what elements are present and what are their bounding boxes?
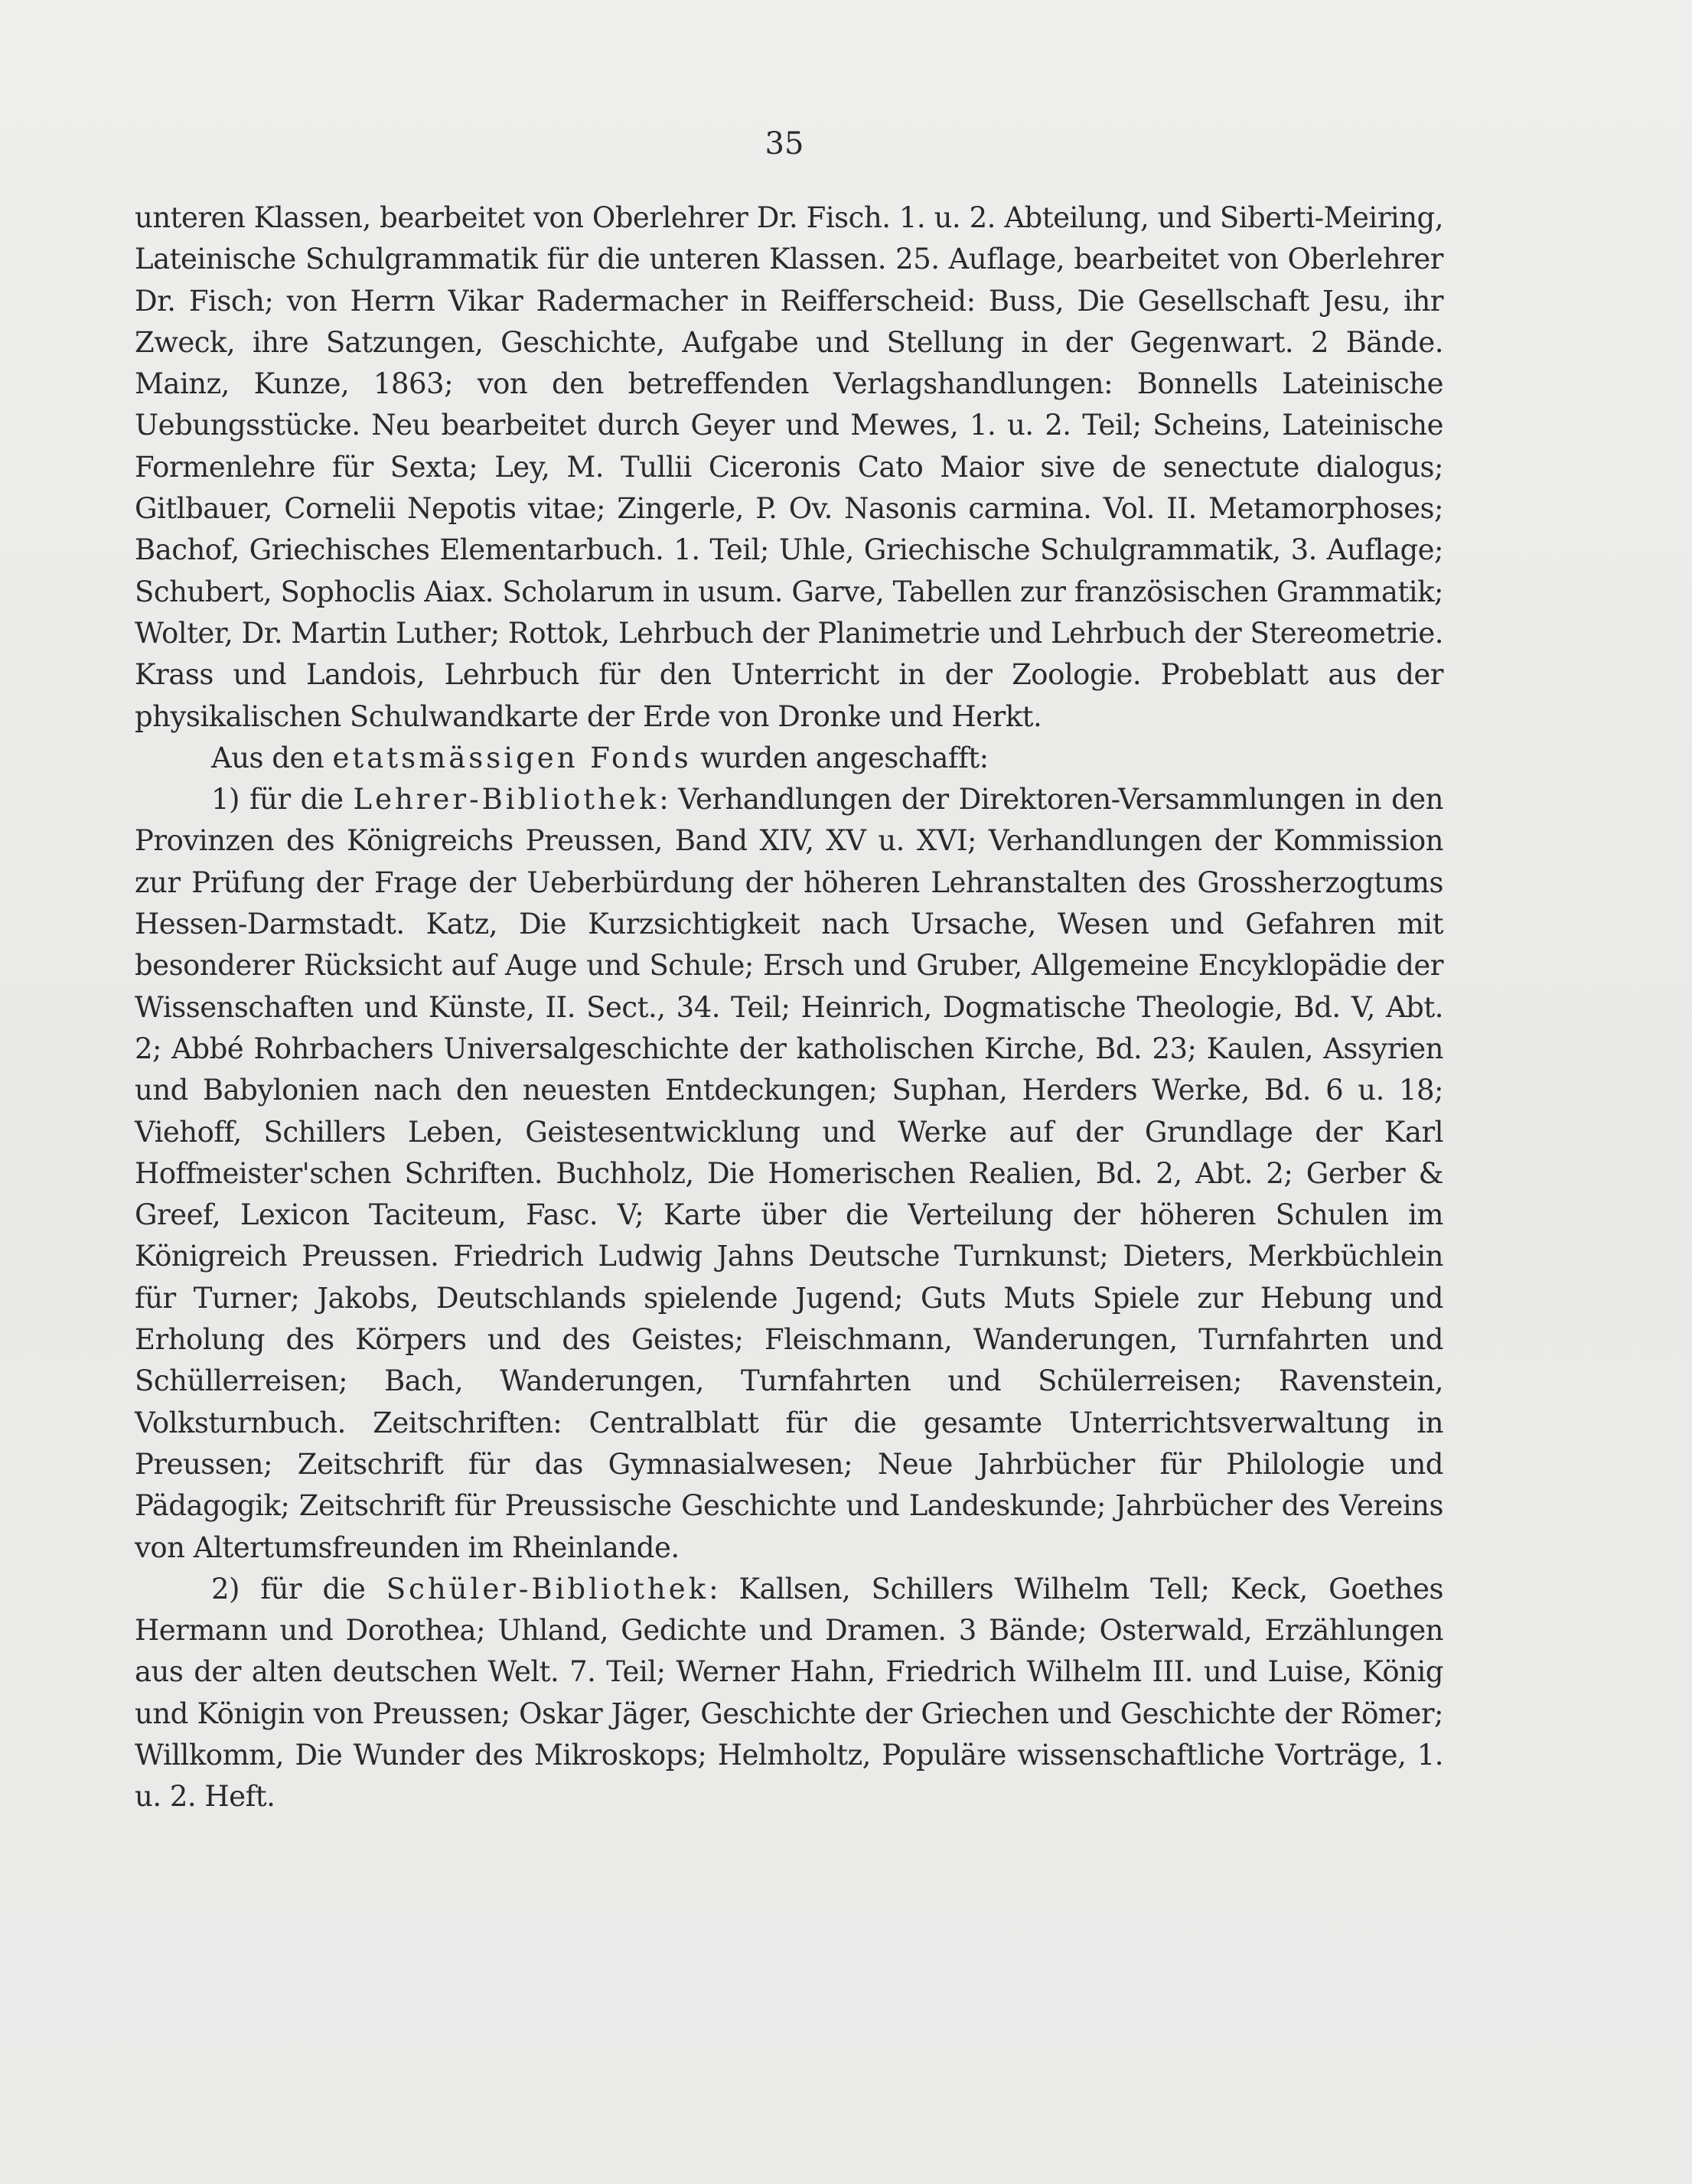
text-span: : Verhandlungen der Direktoren-Versammlungen in den Provinzen des Königreichs Preussen, Band XIV, XV u. XVI; Verhandlungen der Kommission zur Prüfung der Frage der Ueberbürdung der höheren Lehranstalten des Grossherzogtums Hessen-Darmstadt. Katz, Die Kurzsichtigkeit nach Ursache, Wesen und Gefahren mit besonderer Rücksicht auf Auge und Schule; Ersch und Gruber, Allgemeine Encyklopädie der Wissenschaften und Künste, II. Sect., 34. Teil; Heinrich, Dogmatische Theologie, Bd. V, Abt. 2; Abbé Rohrbachers Universalgeschichte der katholischen Kirche, Bd. 23; Kaulen, Assyrien und Babylonien nach den neuesten Entdeckungen; Suphan, Herders Werke, Bd. 6 u. 18; Viehoff, Schillers Leben, Geistesentwicklung und Werke auf der Grundlage der Karl Hoffmeister'schen Schriften. Buchholz, Die Homerischen Realien, Bd. 2, Abt. 2; Gerber & Greef, Lexicon Taciteum, Fasc. V; Karte über die Verteilung der höheren Schulen im Königreich Preussen. Friedrich Ludwig Jahns Deutsche Turnkunst; Dieters, Merkbüchlein für Turner; Jakobs, Deutschlands spielende Jugend; Guts Muts Spiele zur Hebung und Erholung des Körpers und des Geistes; Fleischmann, Wanderungen, Turnfahrten und Schüllerreisen; Bach, Wanderungen, Turnfahrten und Schülerreisen; Ravenstein, Volksturnbuch. Zeitschriften: Centralblatt für die gesamte Unterrichtsverwaltung in Preussen; Zeitschrift für das Gymnasialwesen; Neue Jahrbücher für Philologie und Pädagogik; Zeitschrift für Preussische Geschichte und Landeskunde; Jahrbücher des Vereins von Altertumsfreunden im Rheinlande.	[135, 783, 1443, 1564]
paragraph-3	[135, 779, 1443, 1569]
body-text	[135, 197, 1443, 1818]
spaced-text-span: Schüler-Bibliothek	[386, 1572, 709, 1605]
page-number: 35	[764, 126, 804, 161]
paragraph-2	[135, 738, 1443, 779]
paragraph-1	[135, 197, 1443, 738]
text-span: wurden angeschafft:	[691, 741, 989, 774]
text-span: : Kallsen, Schillers Wilhelm Tell; Keck, Goethes Hermann und Dorothea; Uhland, Gedichte und Dramen. 3 Bände; Osterwald, Erzählungen aus der alten deutschen Welt. 7. Teil; Werner Hahn, Friedrich Wilhelm III. und Luise, König und Königin von Preussen; Oskar Jäger, Geschichte der Griechen und Geschichte der Römer; Willkomm, Die Wunder des Mikroskops; Helmholtz, Populäre wissenschaftliche Vorträge, 1. u. 2. Heft.	[135, 1572, 1443, 1814]
spaced-text-span: Lehrer-Bibliothek	[353, 783, 660, 817]
text-span: Aus den	[211, 741, 333, 774]
text-span: 2) für die	[211, 1572, 386, 1605]
text-span: 1) für die	[211, 783, 354, 817]
text-span: unteren Klassen, bearbeitet von Oberlehrer Dr. Fisch. 1. u. 2. Abteilung, und Siberti-Meiring, Lateinische Schulgrammatik für die unteren Klassen. 25. Auflage, bearbeitet von Oberlehrer Dr. Fisch; von Herrn Vikar Radermacher in Reifferscheid: Buss, Die Gesellschaft Jesu, ihr Zweck, ihre Satzungen, Geschichte, Aufgabe und Stellung in der Gegenwart. 2 Bände. Mainz, Kunze, 1863; von den betreffenden Verlagshandlungen: Bonnells Lateinische Uebungsstücke. Neu bearbeitet durch Geyer und Mewes, 1. u. 2. Teil; Scheins, Lateinische Formenlehre für Sexta; Ley, M. Tullii Ciceronis Cato Maior sive de senectute dialogus; Gitlbauer, Cornelii Nepotis vitae; Zingerle, P. Ov. Nasonis carmina. Vol. II. Metamorphoses; Bachof, Griechisches Elementarbuch. 1. Teil; Uhle, Griechische Schulgrammatik, 3. Auflage; Schubert, Sophoclis Aiax. Scholarum in usum. Garve, Tabellen zur französischen Grammatik; Wolter, Dr. Martin Luther; Rottok, Lehrbuch der Planimetrie und Lehrbuch der Stereometrie. Krass und Landois, Lehrbuch für den Unterricht in der Zoologie. Probeblatt aus der physikalischen Schulwandkarte der Erde von Dronke und Herkt.	[135, 201, 1443, 733]
spaced-text-span: etatsmässigen Fonds	[332, 741, 692, 774]
paragraph-4	[135, 1569, 1443, 1818]
